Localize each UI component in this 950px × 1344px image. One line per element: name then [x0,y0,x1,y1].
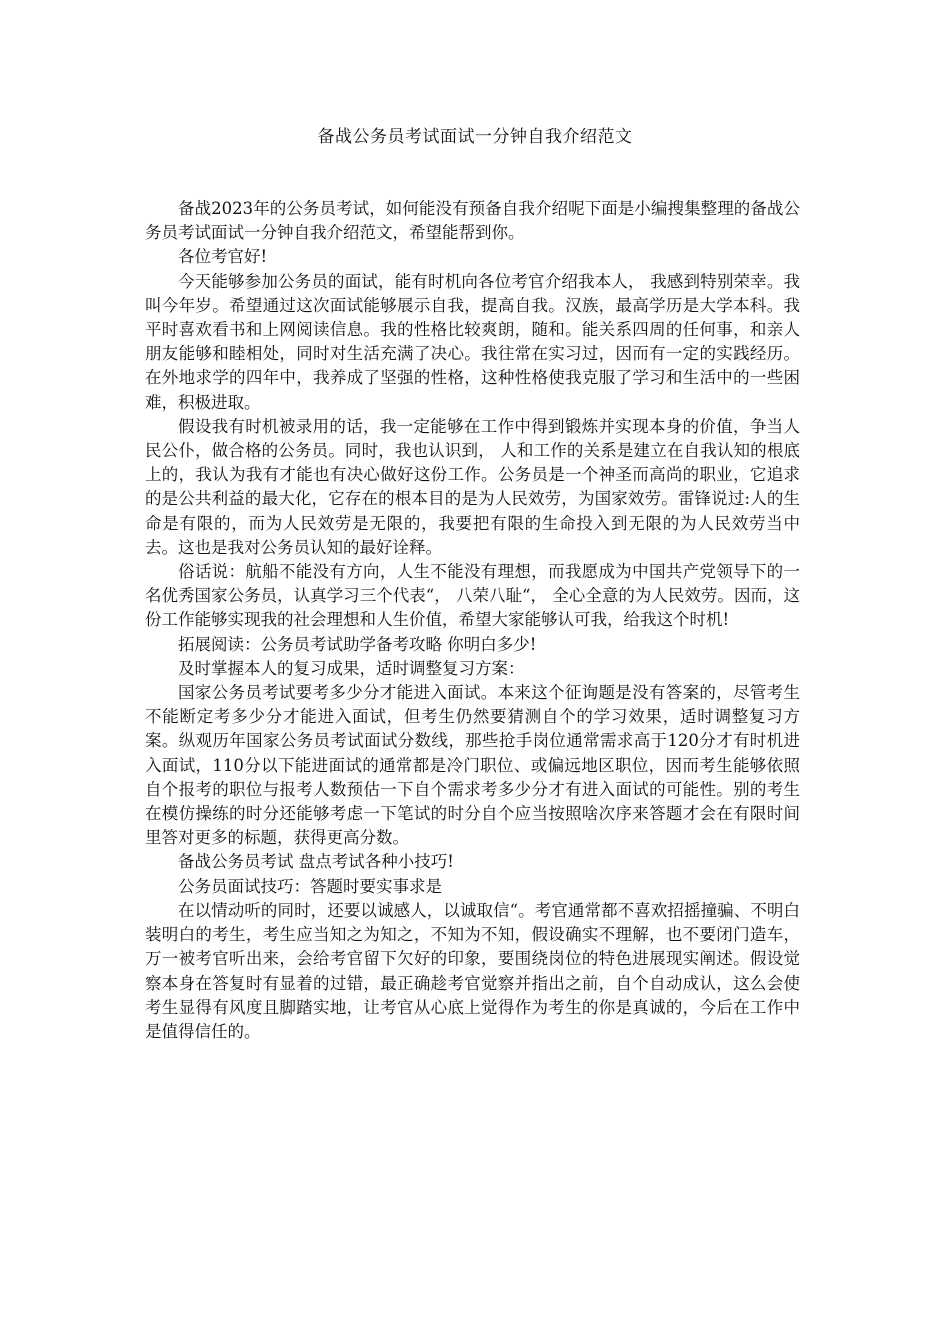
paragraph-exam-score: 国家公务员考试要考多少分才能进入面试。本来这个征询题是没有答案的，尽管考生不能断定考多少分才能进入面试，但考生仍然要猜测自个的学习效果，适时调整复习方案。纵观历年国家公务员考试面试分数线，那些抢手岗位通常需求高于120分才有时机进入面试，110分以下能进面试的通常都是冷门职位、或偏远地区职位，因而考生能够依照自个报考的职位与报考人数预估一下自个需求考多少分才有进入面试的可能性。别的考生在模仿操练的时分还能够考虑一下笔试的时分自个应当按照啥次序来答题才会在有限时间里答对更多的标题，获得更高分数。 [145,683,800,848]
document-title: 备战公务员考试面试一分钟自我介绍范文 [317,127,633,147]
document-body [145,197,800,1044]
paragraph-greeting: 各位考官好! [178,247,268,267]
paragraph-review-heading: 及时掌握本人的复习成果，适时调整复习方案： [178,658,525,678]
paragraph-honesty: 在以情动听的同时，还要以诚感人，以诚取信“。考官通常都不喜欢招摇撞骗、不明白装明白的考生，考生应当知之为知之，不知为不知，假设确实不理解，也不要闭门造车，万一被考官听出来，会给考官留下欠好的印象，要围绕岗位的特色进展现实阐述。假设觉察本身在答复时有显着的过错，最正确趁考官觉察并指出之前，自个自动成认，这么会使考生显得有风度且脚踏实地，让考官从心底上觉得作为考生的你是真诚的，今后在工作中是值得信任的。 [145,900,800,1041]
paragraph-aspiration: 假设我有时机被录用的话，我一定能够在工作中得到锻炼并实现本身的价值，争当人民公仆，做合格的公务员。同时，我也认识到， 人和工作的关系是建立在自我认知的根底上的，我认为我有才能也有决心做好这份工作。公务员是一个神圣而高尚的职业，它追求的是公共利益的最大化，它存在的根本目的是为人民效劳，为国家效劳。雷锋说过:人的生命是有限的，而为人民效劳是无限的，我要把有限的生命投入到无限的为人民效劳当中去。这也是我对公务员认知的最好诠释。 [145,416,800,557]
paragraph-tips-heading: 备战公务员考试 盘点考试各种小技巧! [178,852,454,872]
paragraph-interview-tip: 公务员面试技巧：答题时要实事求是 [178,876,442,896]
paragraph-self-intro: 今天能够参加公务员的面试，能有时机向各位考官介绍我本人， 我感到特别荣幸。我叫今年岁。希望通过这次面试能够展示自我，提高自我。汉族，最高学历是大学本科。我平时喜欢看书和上网阅读信息。我的性格比较爽朗，随和。能关系四周的任何事，和亲人朋友能够和睦相处，同时对生活充满了决心。我往常在实习过，因而有一定的实践经历。在外地求学的四年中，我养成了坚强的性格，这种性格使我克服了学习和生活中的一些困难，积极进取。 [145,271,800,412]
paragraph-extended-reading: 拓展阅读：公务员考试助学备考攻略 你明白多少! [178,634,537,654]
paragraph-intro: 备战2023年的公务员考试，如何能没有预备自我介绍呢下面是小编搜集整理的备战公务员考试面试一分钟自我介绍范文，希望能帮到你。 [145,199,800,243]
paragraph-saying: 俗话说：航船不能没有方向，人生不能没有理想，而我愿成为中国共产党领导下的一名优秀国家公务员，认真学习三个代表“， 八荣八耻“， 全心全意的为人民效劳。因而，这份工作能够实现我的社会理想和人生价值，希望大家能够认可我，给我这个时机! [145,562,800,630]
